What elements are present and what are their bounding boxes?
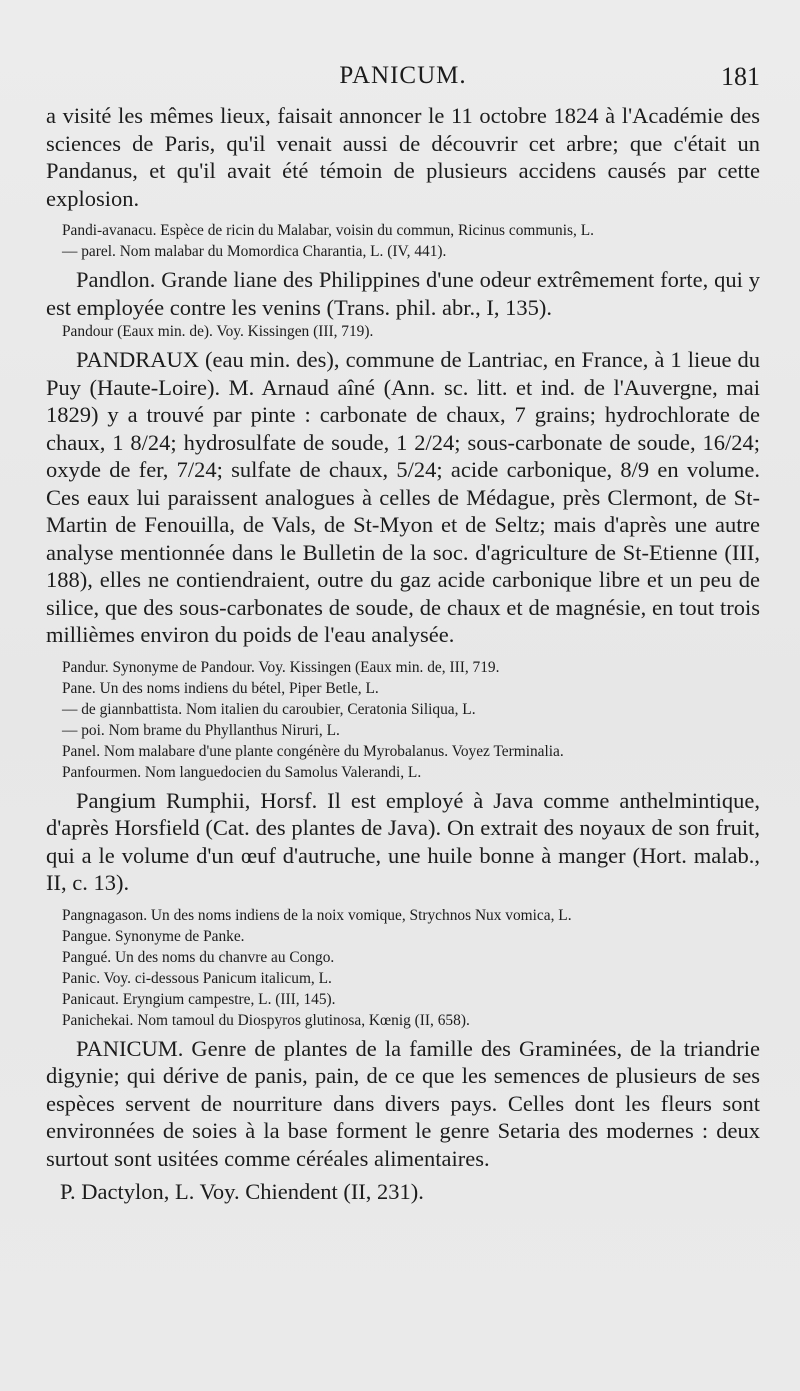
- entry-p-dactylon: P. Dactylon, L. Voy. Chiendent (II, 231).: [60, 1179, 424, 1204]
- entry-pane-poi: — poi. Nom brame du Phyllanthus Niruri, L.: [62, 721, 340, 739]
- entry-pangue-congo: Pangué. Un des noms du chanvre au Congo.: [62, 948, 335, 966]
- entry-panel: Panel. Nom malabare d'une plante congénère du Myrobalanus. Voyez Terminalia.: [62, 742, 564, 760]
- entry-pandur: Pandur. Synonyme de Pandour. Voy. Kissingen (Eaux min. de, III, 719.: [62, 658, 500, 676]
- entry-pandraux: PANDRAUX (eau min. des), commune de Lantriac, en France, à 1 lieue du Puy (Haute-Loire). M. Arnaud aîné (Ann. sc. litt. et ind. de l'Auvergne, mai 1829) y a trouvé par pinte : carbonate de chaux, 7 grains; hydrochlorate de chaux, 1 8/24; hydrosulfate de soude, 1 2/24; sous-carbonate de soude, 16/24; oxyde de fer, 7/24; sulfate de chaux, 5/24; acide carbonique, 8/9 en volume. Ces eaux lui paraissent analogues à celles de Médague, près Clermont, de St-Martin de Fenouilla, de Vals, de St-Myon et de Seltz; mais d'après une autre analyse mentionnée dans le Bulletin de la soc. d'agriculture de St-Etienne (III, 188), elles ne contiendraient, outre du gaz acide carbonique libre et un peu de silice, que des sous-carbonates de soude, de chaux et de magnésie, en tout trois millièmes environ du poids de l'eau analysée.: [46, 347, 760, 647]
- entry-panfourmen: Panfourmen. Nom languedocien du Samolus Valerandi, L.: [62, 763, 422, 781]
- entry-panichekai: Panichekai. Nom tamoul du Diospyros glutinosa, Kœnig (II, 658).: [62, 1011, 470, 1029]
- entry-pangium: Pangium Rumphii, Horsf. Il est employé à Java comme anthelmintique, d'après Horsfield (Cat. des plantes de Java). On extrait des noyaux de son fruit, qui a le volume d'un œuf d'autruche, une huile bonne à manger (Hort. malab., II, c. 13).: [46, 787, 760, 895]
- entry-pandlon: Pandlon. Grande liane des Philippines d'une odeur extrêmement forte, qui y est employée contre les venins (Trans. phil. abr., I, 135).: [46, 267, 760, 320]
- entry-panicum: PANICUM. Genre de plantes de la famille des Graminées, de la triandrie digynie; qui dérive de panis, pain, de ce que les semences de plusieurs de ses espèces servent de nourriture dans divers pays. Celles dont les fleurs sont environnées de soies à la base forment le genre Setaria des modernes : deux surtout sont usitées comme céréales alimentaires.: [46, 1035, 760, 1171]
- entry-panicaut: Panicaut. Eryngium campestre, L. (III, 145).: [62, 990, 336, 1008]
- entry-pangnagason: Pangnagason. Un des noms indiens de la noix vomique, Strychnos Nux vomica, L.: [62, 906, 572, 924]
- entry-pandi-parel: — parel. Nom malabar du Momordica Charantia, L. (IV, 441).: [62, 243, 447, 260]
- entry-pane: Pane. Un des noms indiens du bétel, Piper Betle, L.: [62, 679, 379, 697]
- entry-pangue: Pangue. Synonyme de Panke.: [62, 927, 245, 945]
- entry-continuation: a visité les mêmes lieux, faisait annoncer le 11 octobre 1824 à l'Académie des sciences de Paris, qu'il venait aussi de découvrir cet arbre; que c'était un Pandanus, et qu'il avait été témoin de plusieurs accidens causés par cette explosion.: [46, 103, 760, 211]
- page-header: [46, 62, 760, 102]
- entry-panic: Panic. Voy. ci-dessous Panicum italicum, L.: [62, 969, 332, 987]
- page-number: 181: [721, 62, 760, 91]
- running-title: PANICUM.: [339, 62, 467, 89]
- entry-pandour: Pandour (Eaux min. de). Voy. Kissingen (III, 719).: [62, 323, 374, 340]
- entry-pandi-avanacu: Pandi-avanacu. Espèce de ricin du Malabar, voisin du commun, Ricinus communis, L.: [62, 222, 594, 239]
- entry-pane-giannbattista: — de giannbattista. Nom italien du caroubier, Ceratonia Siliqua, L.: [62, 700, 476, 718]
